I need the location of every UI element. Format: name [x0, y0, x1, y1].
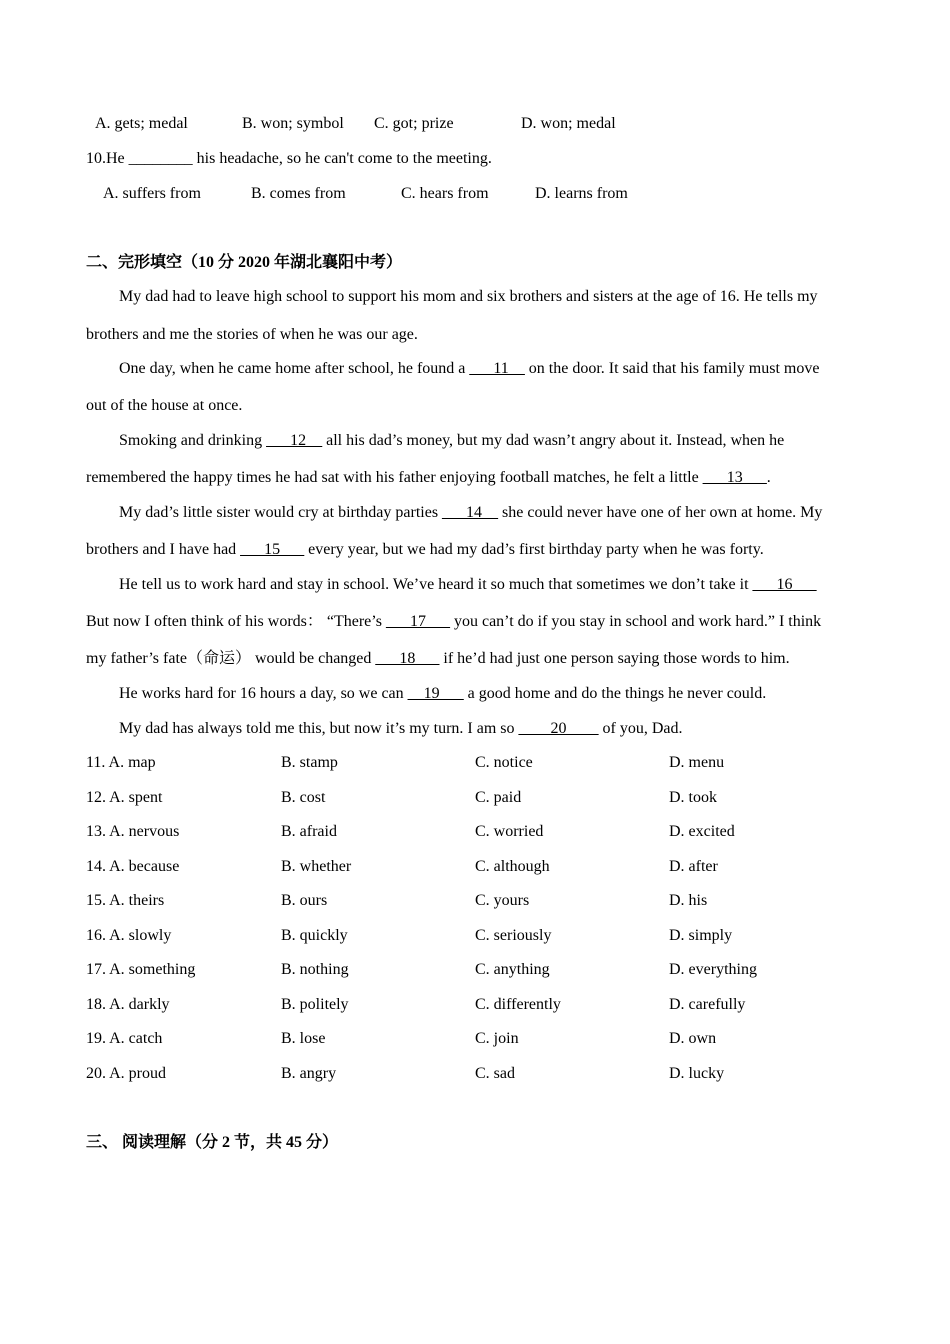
- passage-p1-line2: brothers and me the stories of when he was our age.: [86, 326, 418, 343]
- passage-p3-line1: [119, 431, 784, 451]
- passage-text: One day, when he came home after school, he found a: [119, 360, 470, 377]
- q9-option-a: A. gets; medal: [95, 115, 188, 132]
- blank-11: ___11__: [469, 360, 525, 377]
- passage-p2-line2: out of the house at once.: [86, 397, 243, 414]
- option-b: B. lose: [281, 1030, 326, 1047]
- q10-option-a: A. suffers from: [103, 185, 201, 202]
- passage-p5-line2: [86, 612, 821, 632]
- passage-text: all his dad’s money, but my dad wasn’t angry about it. Instead, when he: [322, 432, 785, 449]
- option-d: D. excited: [669, 823, 735, 840]
- option-a: 16. A. slowly: [86, 927, 172, 944]
- passage-text: My dad’s little sister would cry at birthday parties: [119, 504, 443, 521]
- q9-option-d: D. won; medal: [521, 115, 616, 132]
- option-c: C. differently: [475, 996, 561, 1013]
- option-a: 19. A. catch: [86, 1030, 163, 1047]
- option-d: D. took: [669, 789, 717, 806]
- q9-option-c: C. got; prize: [374, 115, 454, 132]
- blank-19: __19___: [407, 685, 464, 702]
- passage-p1-line1: My dad had to leave high school to support his mom and six brothers and sisters at the age of 16. He tells my: [119, 288, 818, 305]
- blank-20: ____20____: [518, 720, 599, 737]
- passage-text: my father’s fate（命运） would be changed: [86, 650, 376, 667]
- option-a: 11. A. map: [86, 754, 156, 771]
- option-b: B. nothing: [281, 961, 349, 978]
- passage-p4-line1: [119, 503, 822, 523]
- blank-17: ___17___: [385, 613, 450, 630]
- passage-p4-line2: [86, 540, 764, 560]
- option-c: C. paid: [475, 789, 522, 806]
- blank-12: ___12__: [266, 432, 323, 449]
- q10-option-b: B. comes from: [251, 185, 346, 202]
- q9-option-b: B. won; symbol: [242, 115, 344, 132]
- option-d: D. everything: [669, 961, 757, 978]
- option-b: B. quickly: [281, 927, 348, 944]
- option-d: D. his: [669, 892, 708, 909]
- option-a: 17. A. something: [86, 961, 196, 978]
- passage-text: .: [766, 469, 771, 486]
- option-b: B. angry: [281, 1065, 337, 1082]
- option-b: B. politely: [281, 996, 349, 1013]
- option-d: D. own: [669, 1030, 717, 1047]
- passage-text: every year, but we had my dad’s first birthday party when he was forty.: [304, 541, 764, 558]
- passage-text: Smoking and drinking: [119, 432, 267, 449]
- passage-text: But now I often think of his words： “There’s: [86, 613, 386, 630]
- option-d: D. lucky: [669, 1065, 725, 1082]
- section-heading-cloze: 二、完形填空（10 分 2020 年湖北襄阳中考）: [86, 254, 403, 271]
- passage-text: of you, Dad.: [598, 720, 683, 737]
- option-d: D. after: [669, 858, 718, 875]
- passage-text: He works hard for 16 hours a day, so we can: [119, 685, 408, 702]
- passage-p3-line2: [86, 468, 771, 488]
- passage-text: brothers and I have had: [86, 541, 241, 558]
- option-a: 15. A. theirs: [86, 892, 165, 909]
- passage-text: if he’d had just one person saying those words to him.: [439, 650, 790, 667]
- option-d: D. simply: [669, 927, 733, 944]
- passage-p5-line3: [86, 649, 790, 669]
- blank-15: ___15___: [240, 541, 305, 558]
- option-a: 12. A. spent: [86, 789, 163, 806]
- passage-p6-line1: [119, 684, 766, 704]
- option-c: C. notice: [475, 754, 533, 771]
- passage-p5-line1: [119, 575, 817, 595]
- q10-option-c: C. hears from: [401, 185, 489, 202]
- option-a: 20. A. proud: [86, 1065, 166, 1082]
- q10-stem: 10.He ________ his headache, so he can't come to the meeting.: [86, 150, 492, 167]
- option-a: 13. A. nervous: [86, 823, 180, 840]
- passage-p2-line1: [119, 359, 819, 379]
- option-b: B. cost: [281, 789, 326, 806]
- option-c: C. worried: [475, 823, 544, 840]
- option-b: B. whether: [281, 858, 352, 875]
- blank-18: ___18___: [375, 650, 440, 667]
- passage-text: on the door. It said that his family must move: [524, 360, 820, 377]
- passage-text: she could never have one of her own at home. My: [498, 504, 823, 521]
- blank-14: ___14__: [442, 504, 499, 521]
- option-a: 14. A. because: [86, 858, 180, 875]
- passage-text: He tell us to work hard and stay in school. We’ve heard it so much that sometimes we don’t take it: [119, 576, 753, 593]
- passage-text: you can’t do if you stay in school and work hard.” I think: [449, 613, 822, 630]
- blank-13: ___13___: [702, 469, 767, 486]
- option-b: B. stamp: [281, 754, 338, 771]
- option-c: C. sad: [475, 1065, 515, 1082]
- blank-16: ___16___: [752, 576, 817, 593]
- section-heading-reading: 三、 阅读理解（分 2 节，共 45 分）: [86, 1134, 339, 1151]
- option-d: D. carefully: [669, 996, 746, 1013]
- option-c: C. yours: [475, 892, 530, 909]
- option-c: C. join: [475, 1030, 519, 1047]
- option-c: C. anything: [475, 961, 550, 978]
- passage-text: My dad has always told me this, but now it’s my turn. I am so: [119, 720, 519, 737]
- passage-text: a good home and do the things he never could.: [463, 685, 767, 702]
- option-b: B. afraid: [281, 823, 337, 840]
- passage-text: remembered the happy times he had sat with his father enjoying football matches, he felt a little: [86, 469, 703, 486]
- option-c: C. although: [475, 858, 550, 875]
- option-d: D. menu: [669, 754, 725, 771]
- option-c: C. seriously: [475, 927, 552, 944]
- option-b: B. ours: [281, 892, 328, 909]
- option-a: 18. A. darkly: [86, 996, 170, 1013]
- q10-option-d: D. learns from: [535, 185, 628, 202]
- passage-p7-line1: [119, 719, 683, 739]
